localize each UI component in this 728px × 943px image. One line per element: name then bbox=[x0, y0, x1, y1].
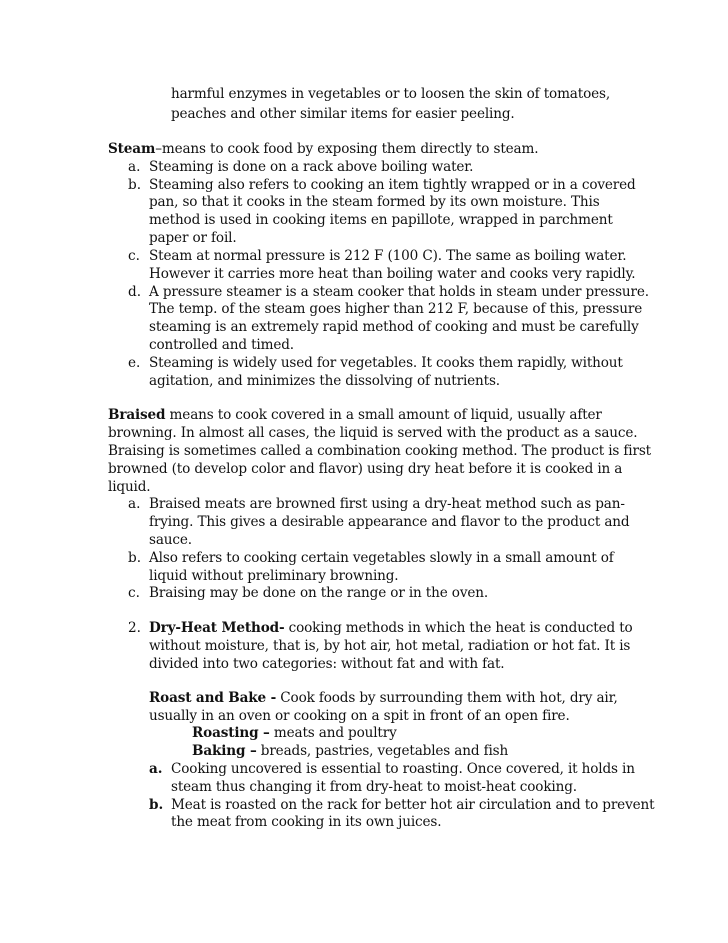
list-item-line: agitation, and minimizes the dissolving of nutrients. bbox=[149, 373, 500, 389]
sub-definition-baking: Baking – breads, pastries, vegetables and fish bbox=[192, 743, 509, 759]
paragraph-line: divided into two categories: without fat and with fat. bbox=[149, 656, 505, 672]
steam-term: Steam bbox=[108, 141, 156, 157]
sub-definition-roasting: Roasting – meats and poultry bbox=[192, 725, 397, 741]
list-marker: a. bbox=[149, 761, 163, 777]
paragraph-line: without moisture, that is, by hot air, hot metal, radiation or hot fat. It is bbox=[149, 638, 631, 654]
list-marker: 2. bbox=[128, 620, 141, 636]
list-item-line: the meat from cooking in its own juices. bbox=[171, 814, 442, 830]
intro-line: peaches and other similar items for easier peeling. bbox=[171, 106, 515, 122]
dry-heat-definition: Dry-Heat Method- cooking methods in which the heat is conducted to bbox=[149, 620, 633, 636]
braised-definition: Braised means to cook covered in a small amount of liquid, usually after bbox=[108, 407, 602, 423]
list-item-line: frying. This gives a desirable appearance and flavor to the product and bbox=[149, 514, 630, 530]
paragraph-line: usually in an oven or cooking on a spit in front of an open fire. bbox=[149, 708, 570, 724]
intro-line: harmful enzymes in vegetables or to loosen the skin of tomatoes, bbox=[171, 86, 611, 102]
list-item-line: A pressure steamer is a steam cooker that holds in steam under pressure. bbox=[149, 284, 649, 300]
list-marker: a. bbox=[128, 159, 141, 175]
roast-bake-definition: Roast and Bake - Cook foods by surrounding them with hot, dry air, bbox=[149, 690, 618, 706]
list-marker: e. bbox=[128, 355, 141, 371]
list-item-line: pan, so that it cooks in the steam formed by its own moisture. This bbox=[149, 194, 600, 210]
list-item-line: sauce. bbox=[149, 532, 192, 548]
list-item-line: The temp. of the steam goes higher than 212 F, because of this, pressure bbox=[149, 301, 643, 317]
list-marker: b. bbox=[128, 177, 142, 193]
list-marker: b. bbox=[128, 550, 142, 566]
list-item-line: paper or foil. bbox=[149, 230, 237, 246]
list-item-line: Meat is roasted on the rack for better hot air circulation and to prevent bbox=[171, 797, 655, 813]
list-marker: c. bbox=[128, 248, 140, 264]
list-item-line: However it carries more heat than boiling water and cooks very rapidly. bbox=[149, 266, 636, 282]
paragraph-line: Braising is sometimes called a combination cooking method. The product is first bbox=[108, 443, 651, 459]
roast-bake-term: Roast and Bake - bbox=[149, 690, 277, 706]
list-item-line: Also refers to cooking certain vegetables slowly in a small amount of bbox=[149, 550, 614, 566]
paragraph-line: browning. In almost all cases, the liquid is served with the product as a sauce. bbox=[108, 425, 638, 441]
list-item-line: method is used in cooking items en papillote, wrapped in parchment bbox=[149, 212, 613, 228]
list-item-line: Cooking uncovered is essential to roasting. Once covered, it holds in bbox=[171, 761, 635, 777]
braised-term: Braised bbox=[108, 407, 166, 423]
dry-heat-term: Dry-Heat Method- bbox=[149, 620, 285, 636]
list-item-line: liquid without preliminary browning. bbox=[149, 568, 399, 584]
list-item-line: Braised meats are browned first using a dry-heat method such as pan- bbox=[149, 496, 625, 512]
list-item-line: Braising may be done on the range or in the oven. bbox=[149, 585, 489, 601]
list-marker: a. bbox=[128, 496, 141, 512]
list-item-line: steam thus changing it from dry-heat to moist-heat cooking. bbox=[171, 779, 577, 795]
steam-definition: Steam–means to cook food by exposing them directly to steam. bbox=[108, 141, 539, 157]
paragraph-line: browned (to develop color and flavor) using dry heat before it is cooked in a bbox=[108, 461, 623, 477]
paragraph-line: liquid. bbox=[108, 479, 151, 495]
list-item-line: controlled and timed. bbox=[149, 337, 294, 353]
list-item-line: steaming is an extremely rapid method of cooking and must be carefully bbox=[149, 319, 639, 335]
list-item-line: Steaming is widely used for vegetables. It cooks them rapidly, without bbox=[149, 355, 623, 371]
list-marker: c. bbox=[128, 585, 140, 601]
list-item-line: Steaming also refers to cooking an item tightly wrapped or in a covered bbox=[149, 177, 636, 193]
list-marker: d. bbox=[128, 284, 142, 300]
list-item-line: Steam at normal pressure is 212 F (100 C). The same as boiling water. bbox=[149, 248, 627, 264]
list-marker: b. bbox=[149, 797, 164, 813]
list-item-line: Steaming is done on a rack above boiling water. bbox=[149, 159, 474, 175]
